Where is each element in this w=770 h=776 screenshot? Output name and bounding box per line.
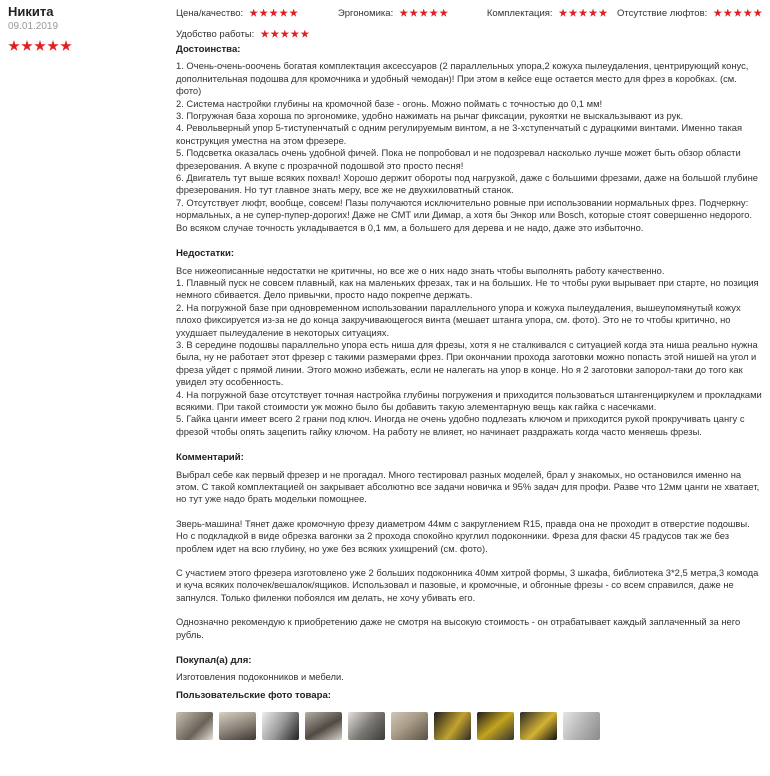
star-icon (270, 30, 279, 39)
star-icon (409, 9, 418, 18)
criteria-ratings (176, 7, 766, 49)
purchased-for-title: Покупал(а) для: (176, 655, 252, 667)
rating-stars (260, 30, 309, 39)
rating-usability (176, 29, 339, 40)
star-icon (753, 9, 762, 18)
disadvantages-title: Недостатки: (176, 248, 235, 260)
purchased-for-text: Изготовления подоконников и мебели. (176, 671, 344, 683)
rating-label: Удобство работы: (176, 28, 255, 40)
rating-stars (399, 9, 448, 18)
advantages-title: Достоинства: (176, 44, 241, 55)
photo-thumbnail[interactable] (305, 712, 342, 740)
advantages-section (176, 44, 764, 234)
photo-thumbnail[interactable] (520, 712, 557, 740)
star-icon (8, 40, 20, 52)
advantages-text: 1. Очень-очень-ооочень богатая комплектация аксессуаров (2 параллельных упора,2 кожуха пылеудаления, центрирующий конус, дополнительная подошва для кромочника и удобный чемодан)! При этом в кейсе еще остается место для фрез в коробках. (см. фото) 2. Система настройки глубины на кромочной базе - огонь. Можно поймать с точностью до 0,1 мм! 3. Погружная база хороша по эргономике, удобно нажимать на рычаг фиксации, рукоятки не выскальзывают из рук. 4. Револьверный упор 5-тиступенчатый с одним регулируемым винтом, а не 3-хступенчатый с дурацкими винтами. Именно такая конструкция уместна на этом фрезере. 5. Подсветка оказалась очень удобной фичей. Пока не попробовал и не подозревал насколько лучше может быть обзор области фрезерования. А вкупе с прозрачной подошвой это просто песня! 6. Двигатель тут выше всяких похвал! Хорошо держит обороты под нагрузкой, даже с большими фрезами, даже на большой глубине фрезерования. Но тут главное знать меру, все же не двухкиловатный станок. 7. Отсутствует люфт, вообще, совсем! Пазы получаются исключительно ровные при использовании нормальных фрез. Подчеркну: нормальных, а не супер-пупер-дорогих! Даже не СМТ или Димар, а хотя бы Энкор или Bosch, которые стоят совершенно недорого. Во всяком случае точность укладывается в 0,1 мм, а большего для дерева и не надо, даже это избыточно. (176, 60, 758, 233)
star-icon (249, 9, 258, 18)
star-icon (743, 9, 752, 18)
star-icon (713, 9, 722, 18)
photo-thumbnail[interactable] (176, 712, 213, 740)
rating-ergonomics (338, 8, 487, 19)
photo-thumbnail[interactable] (262, 712, 299, 740)
comment-paragraph: Зверь-машина! Тянет даже кромочную фрезу диаметром 44мм с закруглением R15, правда она не проходит в отверстие подошвы. Но с подкладкой в виде обрезка вагонки за 2 прохода спокойно круглил подоконники. Фреза для фаски 45 градусов так же без проблем идет на всю глубину, но уже без всяких ухищрений (см. фото). (176, 517, 750, 554)
star-icon (569, 9, 578, 18)
ratings-row (176, 28, 766, 40)
star-icon (589, 9, 598, 18)
user-photos-title: Пользовательские фото товара: (176, 689, 331, 701)
review-author (8, 4, 158, 57)
star-icon (419, 9, 428, 18)
comment-paragraph: Однозначно рекомендую к приобретению даже не смотря на высокую стоимость - он отрабатывает каждый заплаченный за него рубль. (176, 616, 741, 640)
rating-stars (713, 9, 762, 18)
ratings-row (176, 7, 766, 19)
rating-label: Отсутствие люфтов: (617, 7, 708, 19)
photo-thumbnail[interactable] (477, 712, 514, 740)
review-body (176, 44, 764, 740)
comment-paragraph: С участием этого фрезера изготовлено уже 2 больших подоконника 40мм хитрой формы, 3 шкафа, библиотека 3*2,5 метра,3 комода и куча всяких полочек/вешалок/ящиков. Использовал и пазовые, и кромочные, и обгонные фрезы - со всем справился, даже не запнулся. Только филенки побоялся им делать, не хочу убивать его. (176, 567, 759, 603)
rating-stars (249, 9, 298, 18)
star-icon (399, 9, 408, 18)
star-icon (21, 40, 33, 52)
star-icon (279, 9, 288, 18)
rating-equipment (487, 8, 617, 19)
star-icon (259, 9, 268, 18)
star-icon (579, 9, 588, 18)
star-icon (723, 9, 732, 18)
star-icon (559, 9, 568, 18)
review-date: 09.01.2019 (8, 21, 59, 32)
user-photos-gallery (176, 712, 764, 740)
star-icon (260, 30, 269, 39)
star-icon (60, 40, 72, 52)
star-icon (733, 9, 742, 18)
photo-thumbnail[interactable] (563, 712, 600, 740)
author-name: Никита (8, 4, 54, 19)
star-icon (280, 30, 289, 39)
overall-rating-stars (8, 40, 72, 52)
comment-paragraph: Выбрал себе как первый фрезер и не прогадал. Много тестировал разных моделей, брал у знакомых, но остановился именно на этом. С такой комплектацией он закрывает абсолютно все задачи новичка и 95% задач для профи. Разве что 12мм цанги не хватает, но тут уже надо брать модельки помощнее. (176, 468, 760, 505)
rating-price-quality (176, 8, 338, 19)
photo-thumbnail[interactable] (219, 712, 256, 740)
rating-stars (559, 9, 608, 18)
comment-section (176, 452, 764, 641)
star-icon (300, 30, 309, 39)
star-icon (599, 9, 608, 18)
photo-thumbnail[interactable] (391, 712, 428, 740)
rating-no-play (617, 8, 766, 19)
comment-title: Комментарий: (176, 452, 244, 464)
star-icon (289, 9, 298, 18)
star-icon (429, 9, 438, 18)
photo-thumbnail[interactable] (434, 712, 471, 740)
rating-label: Цена/качество: (176, 7, 244, 19)
purchased-for-section (176, 655, 764, 684)
star-icon (47, 40, 59, 52)
photo-thumbnail[interactable] (348, 712, 385, 740)
star-icon (290, 30, 299, 39)
disadvantages-text: Все нижеописанные недостатки не критичны, но все же о них надо знать чтобы выполнять работу качественно. 1. Плавный пуск не совсем плавный, как на маленьких фрезах, так и на больших. Не то чтобы руки вырывает при старте, но позиция немного сбивается. Дело привычки, просто надо покрепче держать. 2. На погружной базе при одновременном использовании параллельного упора и кожуха пылеудаления, вышеупомянутый кожух плохо фиксируется из-за не до конца закручивающегося винта (мешает штанга упора, см. фото). Это не то чтобы критично, но ухудшает пылеудаление в некоторых ситуациях. 3. В середине подошвы параллельно упора есть ниша для фрезы, хотя я не сталкивался с ситуацией когда эта ниша реально нужна была, ну не работает этот фрезер с такими размерами фрез. При окончании прохода заготовки можно попасть этой нишей на угол и фреза уйдет с прямой линии. Этого можно избежать, если не налегать на упор в конце. Но я 2 заготовки запорол-таки до того как увидел эту особенность. 4. На погружной базе отсутствует точная настройка глубины погружения и приходится пользоваться штангенциркулем и прокладками всякими. При такой стоимости уж можно было бы добавить такую элементарную вещь как гайка с насечками. 5. Гайка цанги имеет всего 2 грани под ключ. Иногда не очень удобно подлезать ключом и приходится рукой прокручивать цангу с фрезой чтобы опять зацепить гайку ключом. На работу не влияет, но начинает раздражать когда часто меняешь фрезы. (176, 264, 762, 437)
rating-label: Эргономика: (337, 7, 394, 19)
star-icon (269, 9, 278, 18)
disadvantages-section (176, 248, 764, 438)
rating-label: Комплектация: (486, 7, 553, 19)
star-icon (34, 40, 46, 52)
star-icon (439, 9, 448, 18)
